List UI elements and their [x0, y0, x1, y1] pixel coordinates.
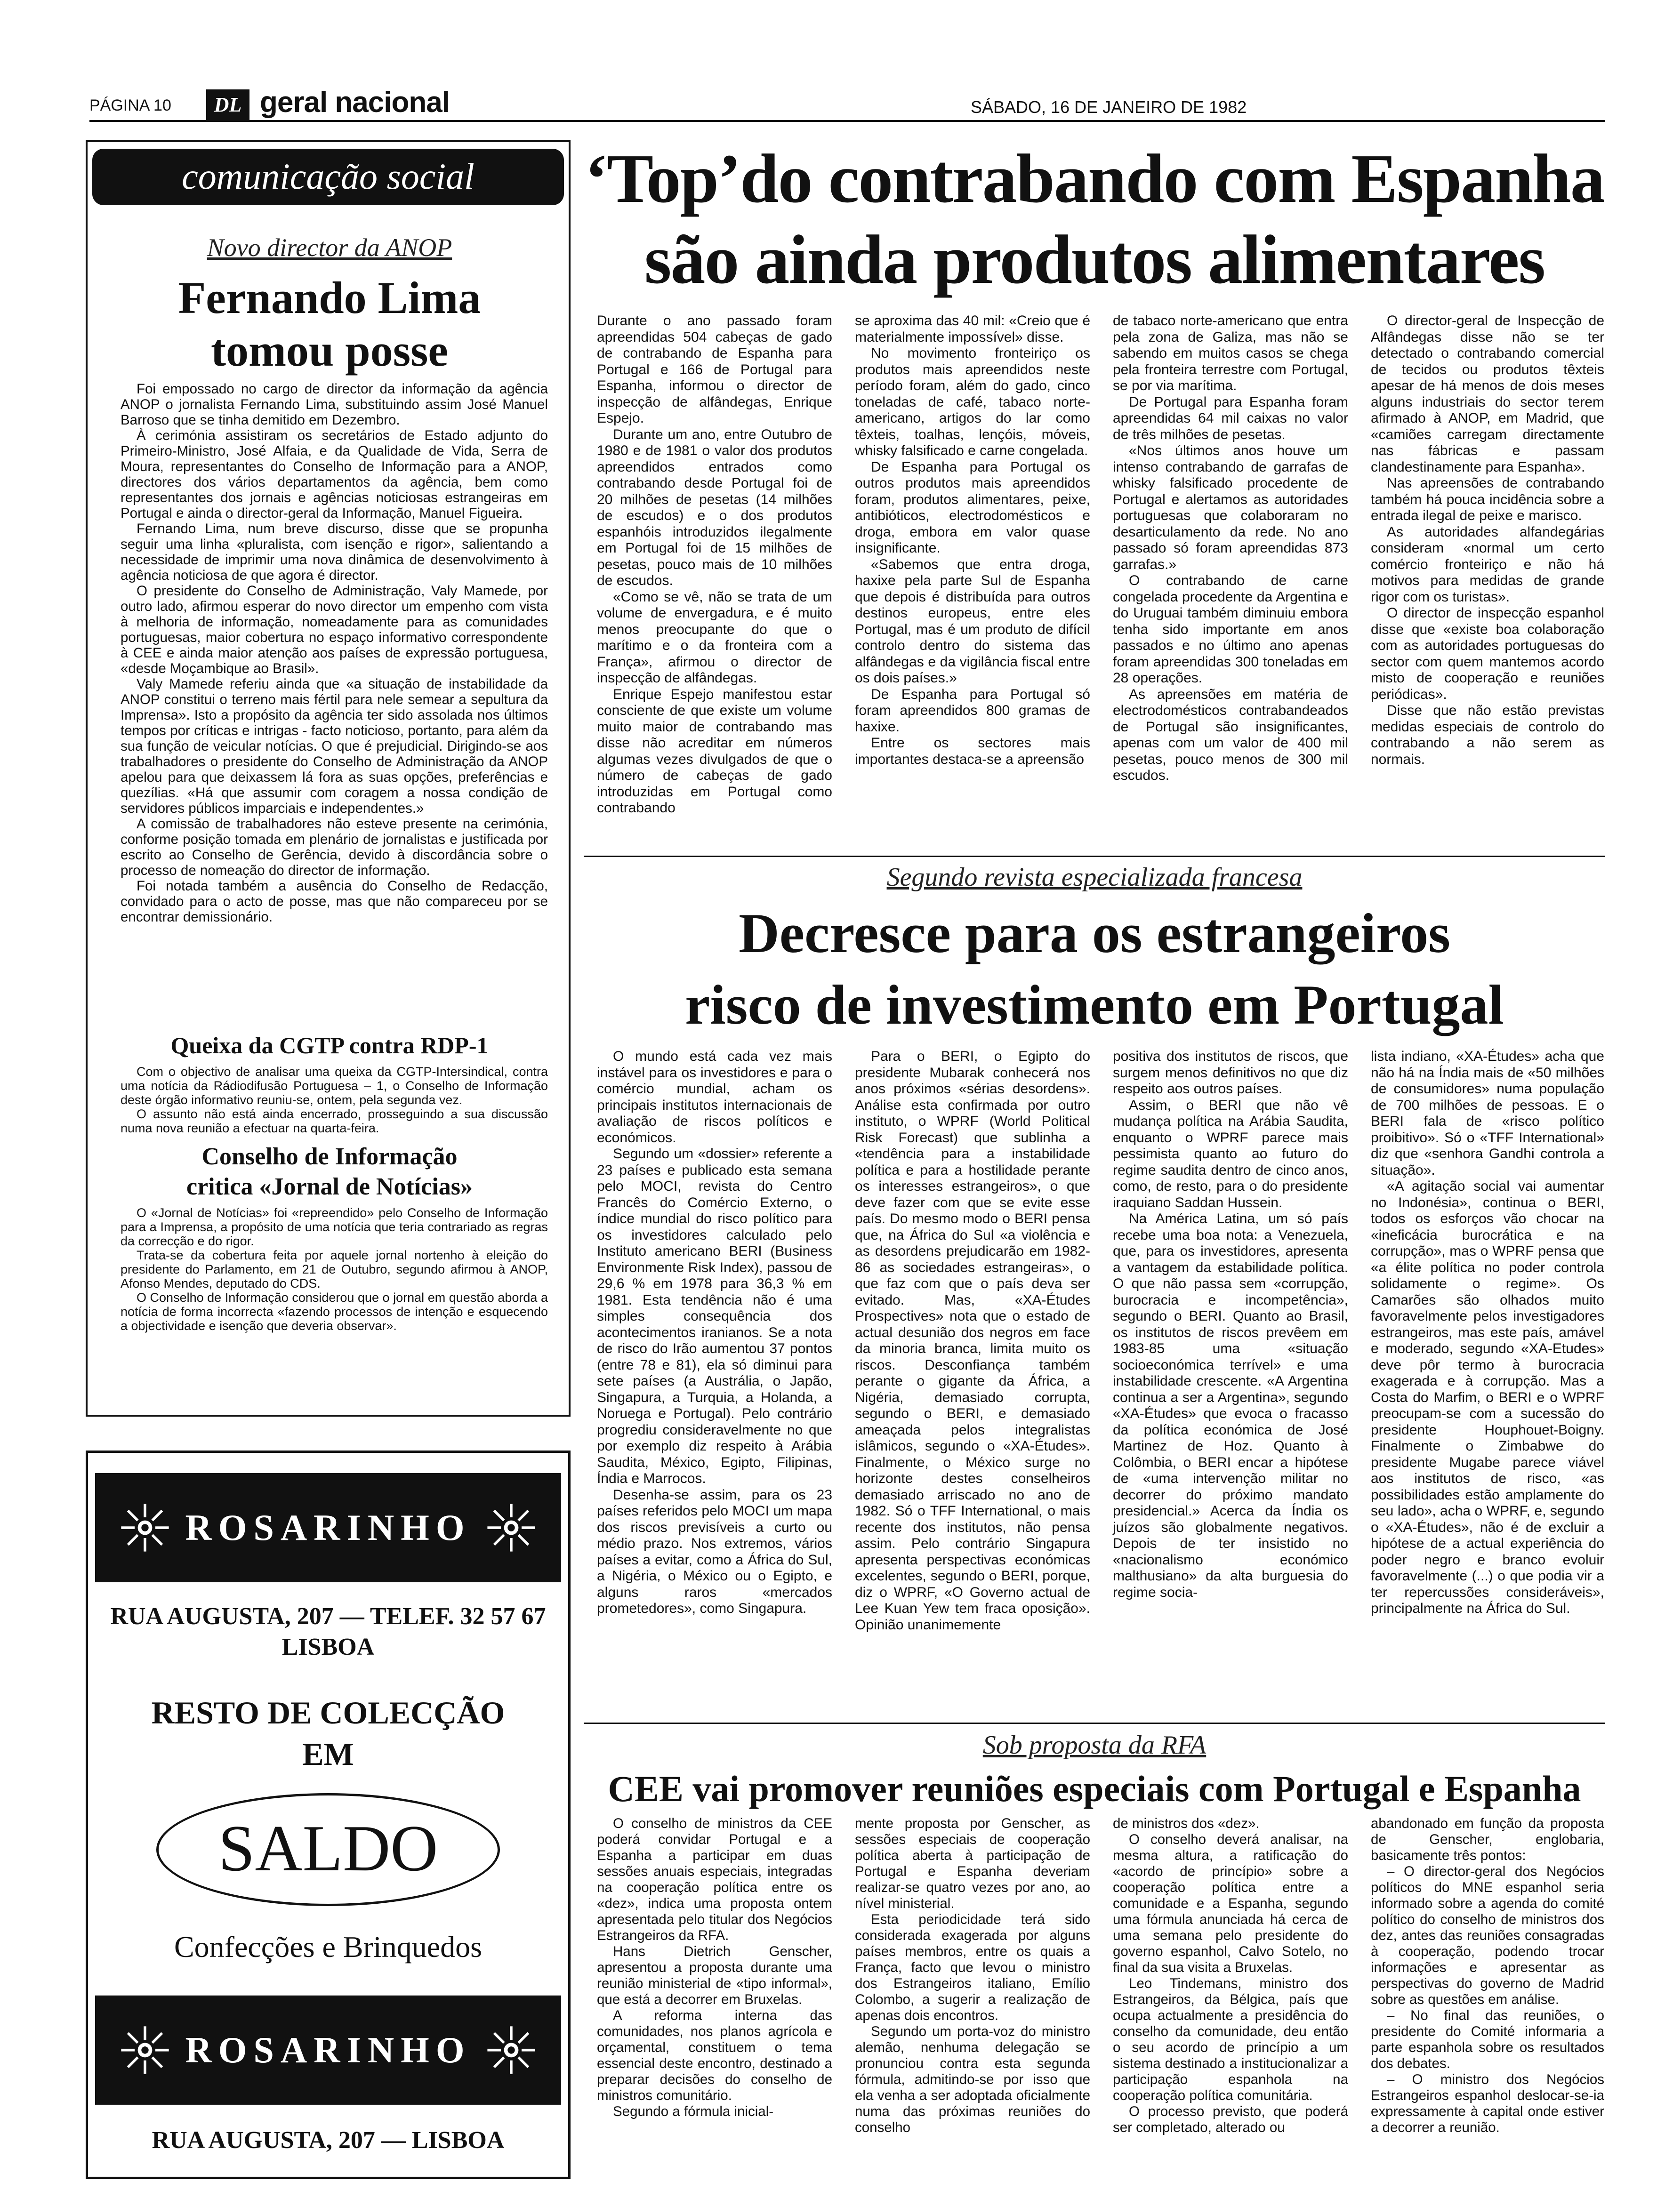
paragraph: Trata-se da cobertura feita por aquele jornal nortenho à eleição do presidente do Parlamento, em 21 de Outubro, segundo afirmou à ANOP, Afonso Mendes, deputado do CDS. [121, 1248, 548, 1290]
paragraph: De Portugal para Espanha foram apreendidas 64 mil caixas no valor de três milhões de pesetas. [1113, 394, 1348, 442]
paragraph: O «Jornal de Notícias» foi «repreendido» pelo Conselho de Informação para a Imprensa, a propósito de uma notícia que teria contrariado as regras da correcção e do rigor. [121, 1206, 548, 1248]
article-body [121, 1206, 548, 1333]
paragraph: De Espanha para Portugal só foram apreendidos 800 gramas de haxixe. [855, 686, 1090, 735]
paragraph: – No final das reuniões, o presidente do Comité informaria a parte espanhola sobre os resultados dos debates. [1371, 2008, 1604, 2071]
story-column [1113, 313, 1348, 784]
story-column [855, 313, 1090, 768]
flower-ornament-icon [485, 2024, 537, 2076]
paragraph: Valy Mamede referiu ainda que «a situação de instabilidade da ANOP constitui o terreno mais fértil para nele semear a sepultura da Imprensa». Isto a propósito da agência ter sido assolada nos últimos tempos por críticas e intrigas - facto noticioso, portanto, para além da sua função de veicular notícias. O que é prejudicial. Dirigindo-se aos trabalhadores o presidente do Conselho de Administração da ANOP apelou para que deixassem lá fora as suas opções, preferências e quezílias. «Há que assumir com coragem a nossa condição de servidores públicos imparciais e independentes.» [121, 676, 548, 816]
story-headline: ‘Top’do contrabando com Espanha [585, 140, 1604, 217]
paragraph: de ministros dos «dez». [1113, 1816, 1260, 1831]
story-column [1113, 1816, 1348, 2136]
story-column [855, 1049, 1090, 1633]
paragraph: O director de inspecção espanhol disse que «existe boa colaboração com as autoridades portuguesas do sector com quem mantemos acordo misto de cooperação e reuniões periódicas». [1371, 605, 1604, 702]
paragraph: Fernando Lima, num breve discurso, disse que se propunha seguir uma linha «pluralista, com isenção e rigor», salientando a necessidade de imprimir uma nova dinâmica de desenvolvimento à agência noticiosa de que agora é director. [121, 521, 548, 583]
paragraph: Nas apreensões de contrabando também há pouca incidência sobre a entrada ilegal de peixe e marisco. [1371, 475, 1604, 523]
article-headline: critica «Jornal de Notícias» [186, 1173, 473, 1200]
article-headline: tomou posse [210, 325, 449, 376]
paragraph: abandonado em função da proposta de Genscher, englobaria, basicamente três pontos: [1371, 1816, 1604, 1863]
paragraph: O assunto não está ainda encerrado, prosseguindo a sua discussão numa nova reunião a efectuar na quarta-feira. [121, 1107, 548, 1135]
ad-contact-line: RUA AUGUSTA, 207 — TELEF. 32 57 67 [110, 1603, 546, 1630]
paragraph: «Como se vê, não se trata de um volume de envergadura, e é muito menos preocupante do que o marítimo e o da fronteira com a França», afirmou o director de inspecção de alfândegas. [597, 589, 832, 686]
paragraph: se aproxima das 40 mil: «Creio que é materialmente impossível» disse. [855, 313, 1090, 345]
paragraph: O processo previsto, que poderá ser completado, alterado ou [1113, 2104, 1348, 2135]
paragraph: «Sabemos que entra droga, haxixe pela parte Sul de Espanha que depois é distribuída para outros destinos europeus, entre eles Portugal, mas é um produto de difícil controlo dentro do sistema das alfândegas e da vigilância fiscal entre os dois países.» [855, 556, 1090, 686]
paragraph: O contrabando de carne congelada procedente da Argentina e do Uruguai também diminuiu embora tenha sido importante em anos passados e no último ano apenas foram apreendidas 300 toneladas em 28 operações. [1113, 573, 1348, 686]
section-title: geral nacional [260, 86, 450, 119]
article-headline: Queixa da CGTP contra RDP-1 [170, 1032, 489, 1058]
story-column [1371, 1049, 1604, 1617]
flower-ornament-icon [119, 2024, 171, 2076]
paragraph: Leo Tindemans, ministro dos Estrangeiros, da Bélgica, país que ocupa actualmente a presidência do conselho da comunidade, deu então o seu acordo de princípio a um sistema destinado a institucionalizar a participação espanhola na cooperação política comunitária. [1113, 1976, 1348, 2103]
page-number: PÁGINA 10 [89, 96, 171, 114]
paragraph: À cerimónia assistiram os secretários de Estado adjunto do Primeiro-Ministro, José Alfaia, e da Qualidade de Vida, Serra de Moura, representantes do Conselho de Informação para a ANOP, directores dos vários departamentos da agência, bem como representantes dos jornais e agências noticiosas estrangeiras em Portugal e ainda o director-geral da Informação, Manuel Figueira. [121, 428, 548, 521]
paragraph: Com o objectivo de analisar uma queixa da CGTP-Intersindical, contra uma notícia da Rádiodifusão Portuguesa – 1, o Conselho de Informação deste órgão informativo reuniu-se, ontem, pela segunda vez. [121, 1065, 548, 1107]
sale-text: SALDO [218, 1812, 438, 1885]
brand-name: ROSARINHO [185, 1507, 471, 1548]
paragraph: A reforma interna das comunidades, nos planos agrícola e orçamental, constituem o tema essencial deste encontro, destinado a preparar decisões do conselho de ministros comunitário. [597, 2008, 832, 2103]
issue-date: SÁBADO, 16 DE JANEIRO DE 1982 [971, 97, 1247, 117]
brand-banner [95, 1996, 561, 2105]
paragraph: Desenha-se assim, para os 23 países referidos pelo MOCI um mapa dos riscos previsíveis a curto ou médio prazo. Nos extremos, vários países a evitar, como a África do Sul, a Nigéria, o México ou o Egipto, e alguns raros «mercados prometedores», como Singapura. [597, 1487, 832, 1616]
paragraph: O mundo está cada vez mais instável para os investidores e para o comércio mundial, acham os principais institutos internacionais de avaliação de riscos políticos e económicos. [597, 1049, 832, 1146]
story-kicker: Segundo revista especializada francesa [886, 863, 1303, 892]
paragraph: – O ministro dos Negócios Estrangeiros espanhol deslocar-se-ia expressamente à capital onde estiver a decorrer a reunião. [1371, 2072, 1604, 2135]
brand-name: ROSARINHO [185, 2029, 471, 2070]
story-headline: Decresce para os estrangeiros [739, 902, 1450, 964]
paragraph: Assim, o BERI que não vê mudança política na Arábia Saudita, enquanto o WPRF parece mais pessimista quanto ao futuro do regime saudita dentro de cinco anos, como, de resto, para o do presidente iraquiano Saddan Hussein. [1113, 1097, 1348, 1210]
ad-address: RUA AUGUSTA, 207 — LISBOA [152, 2127, 505, 2154]
brand-banner [95, 1473, 561, 1582]
section-banner: comunicação social [92, 149, 564, 205]
story-column [855, 1816, 1090, 2136]
article-kicker: Novo director da ANOP [207, 233, 452, 262]
paragraph: Durante o ano passado foram apreendidas 504 cabeças de gado de contrabando de Espanha para Portugal e 166 de Portugal para Espanha, informou o director de inspecção de alfândegas, Enrique Espejo. [597, 313, 832, 426]
paragraph: O director-geral de Inspecção de Alfândegas disse não se ter detectado o contrabando comercial de tecidos ou produtos têxteis apesar de há menos de dois meses alguns industriais do sector terem afirmado à ANOP, em Madrid, que «camiões carregam directamente nas fábricas e passam clandestinamente para Espanha». [1371, 313, 1604, 475]
paragraph: A comissão de trabalhadores não esteve presente na cerimónia, conforme posição tomada em plenário de jornalistas e justificada por escrito ao Conselho de Gerência, devido à discordância sobre o processo de nomeação do director de informação. [121, 816, 548, 878]
paragraph: Enrique Espejo manifestou estar consciente de que existe um volume muito maior de contrabando mas disse não acreditar em números algumas vezes divulgados de que o número de cabeças de gado introduzidas em Portugal como contrabando [597, 686, 832, 816]
story-divider [584, 1723, 1605, 1724]
paragraph: Segundo um «dossier» referente a 23 países e publicado esta semana pelo MOCI, revista do Centro Francês do Comércio Externo, o índice mundial do risco político para os investidores calculado pelo Instituto americano BERI (Business Environmente Risk Index), passou de 29,6 % em 1978 para 36,3 % em 1981. Esta tendência não é uma simples consequência dos acontecimentos iranianos. Se a nota de risco do Irão aumentou 37 pontos (entre 78 e 81), ela só diminui para sete países (a Austrália, o Japão, Singapura, a Turquia, a Holanda, a Noruega e Portugal). Pelo contrário progrediu consideravelmente no que por exemplo diz respeito à Arábia Saudita, México, Egipto, Filipinas, Índia e Marrocos. [597, 1146, 832, 1486]
paragraph: O Conselho de Informação considerou que o jornal em questão aborda a notícia de forma incorrecta «fazendo processos de intenção e esquecendo a objectividade e isenção que deveria observar». [121, 1290, 548, 1333]
paragraph: No movimento fronteiriço os produtos mais apreendidos neste período foram, além do gado, cinco toneladas de café, tabaco norte-americano, artigos do lar como têxteis, toalhas, lençóis, móveis, whisky falsificado e carne congelada. [855, 345, 1090, 458]
paragraph: Entre os sectores mais importantes destaca-se a apreensão [855, 735, 1090, 767]
ad-line: EM [302, 1736, 354, 1772]
story-column [597, 1049, 832, 1617]
story-column [1371, 1816, 1604, 2136]
paragraph: Hans Dietrich Genscher, apresentou a proposta durante uma reunião ministerial de «tipo informal», que está a decorrer em Bruxelas. [597, 1944, 832, 2007]
story-headline: risco de investimento em Portugal [685, 973, 1504, 1036]
flower-ornament-icon [119, 1502, 171, 1554]
paragraph: Durante um ano, entre Outubro de 1980 e de 1981 o valor dos produtos apreendidos entrados como contrabando desde Portugal foi de 20 milhões de pesetas (14 milhões de escudos) e o dos produtos espanhóis introduzidos ilegalmente em Portugal foi de 15 milhões de pesetas, pouco mais de 10 milhões de escudos. [597, 426, 832, 588]
paragraph: Esta periodicidade terá sido considerada exagerada por alguns países membros, entre os quais a França, facto que levou o ministro dos Estrangeiros italiano, Emílio Colombo, a sugerir a realização de apenas dois encontros. [855, 1912, 1090, 2023]
article-body [121, 381, 548, 925]
paragraph: O conselho de ministros da CEE poderá convidar Portugal e a Espanha a participar em duas sessões anuais especiais, integradas na cooperação política entre os «dez», indica uma proposta ontem apresentada pelo titular dos Negócios Estrangeiros da RFA. [597, 1816, 832, 1943]
paragraph: «Nos últimos anos houve um intenso contrabando de garrafas de whisky falsificado procedente de Portugal e alertamos as autoridades portuguesas que colaboraram no desarticulamento da rede. No ano passado só foram apreendidas 873 garrafas.» [1113, 443, 1348, 572]
paragraph: O presidente do Conselho de Administração, Valy Mamede, por outro lado, afirmou esperar do novo director um empenho com vista à melhoria de informação, nomeadamente para as comunidades portuguesas, maior cobertura no espaço informativo correspondente à CEE e ainda maior atenção aos países de expressão portuguesa, «desde Moçambique ao Brasil». [121, 583, 548, 676]
paragraph: mente proposta por Genscher, as sessões especiais de cooperação política aberta à participação de Portugal e Espanha deveriam realizar-se quatro vezes por ano, ao nível ministerial. [855, 1816, 1090, 1911]
article-headline: Conselho de Informação [201, 1143, 458, 1170]
paragraph: Para o BERI, o Egipto do presidente Mubarak conhecerá nos anos próximos «sérias desordens». Análise esta confirmada por outro instituto, o WPRF (World Political Risk Forecast) que sublinha a «tendência para a instabilidade política e para a hostilidade perante os interesses estrangeiros», o que deve fazer com que se evite esse país. Do mesmo modo o BERI pensa que, na África do Sul «a violência e as desordens prejudicarão em 1982-86 as sociedades estrangeiras», o que faz com que o país deva ser evitado. Mas, «XA-Études Prospectives» nota que o estado de actual desunião dos negros em face da minoria branca, limita muito os riscos. Desconfiança também perante o gigante da África, a Nigéria, demasiado corrupta, segundo o BERI, e demasiado ameaçada pelos integralistas islâmicos, segundo o «XA-Études». Finalmente, o México surge no horizonte destes conselheiros demasiado arriscado no ano de 1982. Só o TFF International, o mais recente dos institutos, não pensa assim. Pelo contrário Singapura apresenta perspectivas económicas excelentes, segundo o BERI, porque, diz o WPRF, «O Governo actual de Lee Kuan Yew tem fraca oposição». Opinião unanimemente [855, 1049, 1090, 1633]
ad-city: LISBOA [282, 1634, 375, 1660]
newspaper-logo: DL [206, 89, 249, 120]
story-column [1113, 1049, 1348, 1601]
article-body [121, 1065, 548, 1135]
paragraph: Foi empossado no cargo de director da informação da agência ANOP o jornalista Fernando Lima, substituindo assim José Manuel Barroso que se tinha demitido em Dezembro. [121, 381, 548, 428]
header-rule [89, 120, 1605, 122]
paragraph: Segundo a fórmula inicial- [613, 2104, 774, 2119]
paragraph: Na América Latina, um só país recebe uma boa nota: a Venezuela, que, para os investidores, apresenta a vantagem da estabilidade política. O que não passa sem «corrupção, burocracia e incompetência», segundo o BERI. Quanto ao Brasil, os institutos de riscos prevêem em 1983-85 uma «situação socioeconómica terrível» e uma instabilidade crescente. «A Argentina continua a ser a Argentina», segundo «XA-Études» que evoca o fracasso da política económica de José Martinez de Hoz. Quanto à Colômbia, o BERI encar a hipótese de «uma intervenção militar no decorrer do próximo mandato presidencial.» Acerca da Índia os juízos são globalmente negativos. Depois de ter insistido no «nacionalismo económico malthusiano» da alta burguesia do regime socia- [1113, 1211, 1348, 1600]
flower-ornament-icon [485, 1502, 537, 1554]
paragraph: As autoridades alfandegárias consideram «normal um certo comércio fronteiriço e não há motivos para medidas de grande rigor com os turistas». [1371, 524, 1604, 605]
paragraph: – O director-geral dos Negócios políticos do MNE espanhol seria informado sobre a agenda do comité político do conselho de ministros dos dez, antes das reuniões consagradas à cooperação, podendo trocar informações e apresentar as perspectivas do governo de Madrid sobre as questões em análise. [1371, 1864, 1604, 2007]
paragraph: De Espanha para Portugal os outros produtos mais apreendidos foram, produtos alimentares, peixe, antibióticos, electrodomésticos e droga, embora em valor quase insignificante. [855, 459, 1090, 556]
story-headline: são ainda produtos alimentares [644, 221, 1545, 298]
paragraph: Foi notada também a ausência do Conselho de Redacção, convidado para o acto de posse, mas que não compareceu por se encontrar demissionário. [121, 878, 548, 925]
story-divider [584, 856, 1605, 857]
ad-subtitle: Confecções e Brinquedos [174, 1930, 483, 1964]
story-column [1371, 313, 1604, 768]
story-column [597, 313, 832, 817]
paragraph: Segundo um porta-voz do ministro alemão, nenhuma delegação se pronunciou contra esta segunda fórmula, admitindo-se por isso que ela venha a ser adoptada oficialmente numa das próximas reuniões do conselho [855, 2024, 1090, 2135]
story-column [597, 1816, 832, 2120]
paragraph: positiva dos institutos de riscos, que surgem menos definitivos no que diz respeito aos outros países. [1113, 1049, 1348, 1097]
paragraph: lista indiano, «XA-Études» acha que não há na Índia mais de «50 milhões de consumidores» numa população de 700 milhões de pessoas. E o BERI fala de «risco político proibitivo». Só o «TFF International» diz que «senhora Gandhi controla a situação». [1371, 1049, 1604, 1178]
story-kicker: Sob proposta da RFA [982, 1731, 1207, 1760]
paragraph: O conselho deverá analisar, na mesma altura, a ratificação do «acordo de princípio» sobre a cooperação política entre a comunidade e a Espanha, segundo uma fórmula anunciada há cerca de uma semana pelo presidente do governo espanhol, Calvo Sotelo, no final da sua visita a Bruxelas. [1113, 1832, 1348, 1975]
paragraph: «A agitação social vai aumentar no Indonésia», continua o BERI, todos os esforços vão chocar na «ineficácia burocrática e na corrupção», mas o WPRF pensa que «a élite política no poder controla solidamente o regime». Os Camarões são olhados muito favoravelmente pelos investigadores estrangeiros, mas este país, amável e moderado, segundo «XA-Etudes» deve pôr termo à burocracia exagerada e à corrupção. Mas a Costa do Marfim, o BERI e o WPRF preocupam-se com a sucessão do presidente Houphouet-Boigny. Finalmente o Zimbabwe do presidente Mugabe parece viável aos institutos de risco, «as possibilidades estão amplamente do seu lado», acha o WPRF, e, segundo o «XA-Études», não é de excluir a hipótese de a actual experiência do poder negro e branco evoluir favoravelmente (...) o que podia vir a ter repercussões consideráveis», principalmente na África do Sul. [1371, 1178, 1604, 1616]
story-headline: CEE vai promover reuniões especiais com Portugal e Espanha [608, 1768, 1581, 1809]
ad-line: RESTO DE COLECÇÃO [151, 1695, 505, 1731]
paragraph: As apreensões em matéria de electrodomésticos contrabandeados de Portugal são insignificantes, apenas com um valor de 400 mil pesetas, pouco menos de 300 mil escudos. [1113, 686, 1348, 783]
paragraph: de tabaco norte-americano que entra pela zona de Galiza, mas não se sabendo em muitos casos se chega pela fronteira terrestre com Portugal, se por via marítima. [1113, 313, 1348, 393]
paragraph: Disse que não estão previstas medidas especiais de controlo do contrabando a não serem as normais. [1371, 703, 1604, 767]
article-headline: Fernando Lima [178, 272, 481, 323]
